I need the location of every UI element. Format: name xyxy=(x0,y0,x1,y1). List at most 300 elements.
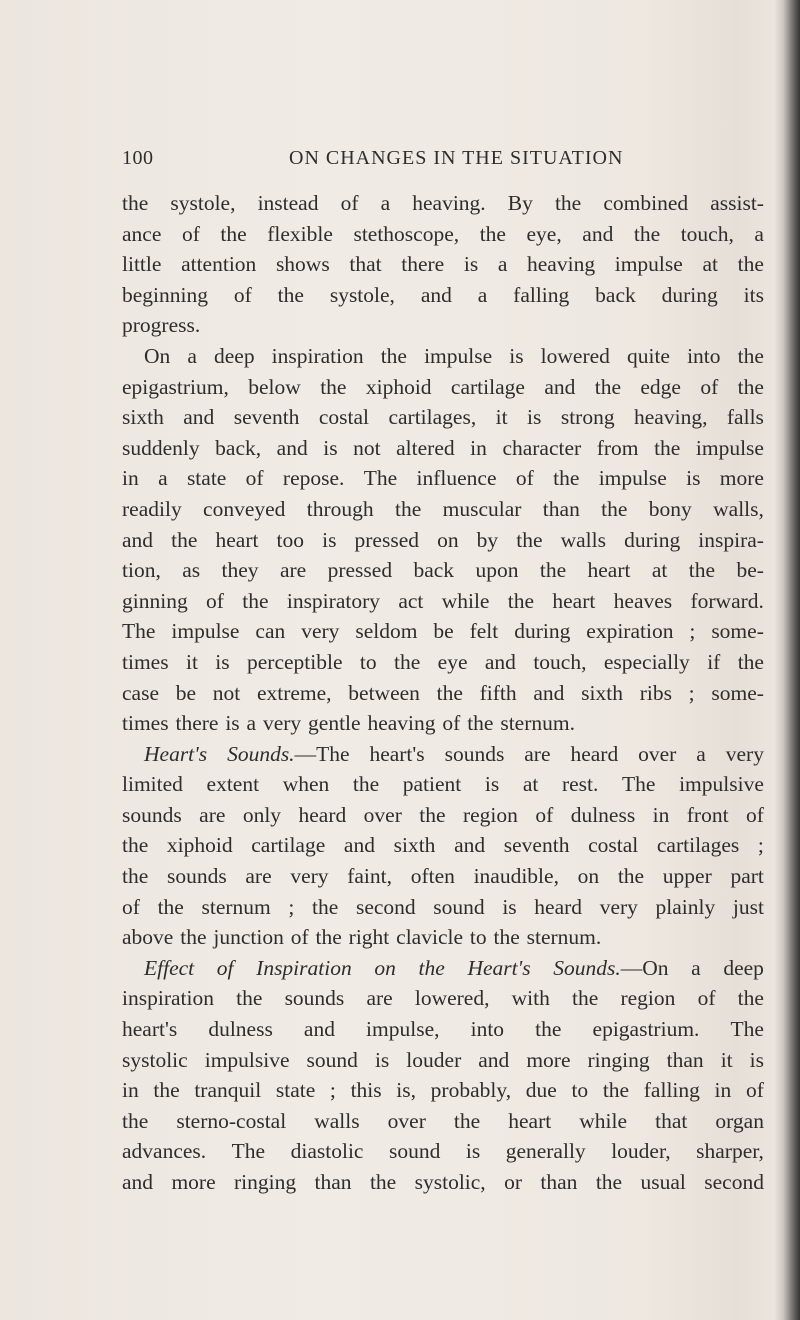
word: of xyxy=(442,711,461,736)
word: impulse xyxy=(424,343,493,368)
word: the xyxy=(688,558,716,583)
word: walls xyxy=(314,1108,360,1133)
word: the xyxy=(554,191,582,215)
word: the xyxy=(507,588,535,613)
word: the xyxy=(617,864,645,889)
word: of xyxy=(515,466,534,491)
text-line xyxy=(122,830,764,861)
word: quite xyxy=(626,343,670,368)
word: sounds xyxy=(166,864,227,889)
page-number: 100 xyxy=(122,147,154,169)
word: the xyxy=(572,986,599,1011)
text-line xyxy=(122,983,764,1014)
word: are xyxy=(279,558,307,583)
word: ; xyxy=(688,680,695,705)
word: it xyxy=(495,405,508,430)
text-line xyxy=(122,249,764,280)
word: as xyxy=(182,558,201,583)
word: the xyxy=(395,496,422,521)
word: a xyxy=(477,282,488,307)
word: of xyxy=(122,894,140,919)
word: on xyxy=(437,527,459,552)
word: and xyxy=(533,680,565,705)
word: state xyxy=(186,466,227,491)
word: sound xyxy=(433,894,485,919)
word: impulse xyxy=(171,619,240,644)
word: xiphoid xyxy=(365,374,432,399)
word: ribs xyxy=(639,680,672,705)
word: heart xyxy=(587,558,631,583)
word: combined xyxy=(603,191,689,215)
word: sound xyxy=(388,1139,441,1164)
word: the xyxy=(180,925,207,950)
word: and xyxy=(276,435,308,460)
word: it xyxy=(720,1047,733,1072)
word: by xyxy=(476,527,499,552)
word: to xyxy=(359,649,377,674)
word: bony xyxy=(648,496,692,521)
word: some- xyxy=(711,619,764,644)
word: some- xyxy=(711,680,764,705)
word: above xyxy=(122,925,174,950)
word: forward. xyxy=(690,588,764,613)
word: a xyxy=(696,741,706,766)
word: the xyxy=(122,191,149,215)
word: its xyxy=(743,282,764,307)
word: touch, xyxy=(533,649,587,674)
word: to xyxy=(571,1078,589,1103)
word: tranquil xyxy=(194,1078,262,1103)
word: Sounds.—The xyxy=(227,741,350,766)
word: sounds xyxy=(444,741,505,766)
word: sounds xyxy=(122,802,182,827)
word: seventh xyxy=(503,833,570,858)
text-line xyxy=(122,1045,764,1076)
word: inspira- xyxy=(698,527,764,552)
word: sternum. xyxy=(526,925,602,950)
word: little xyxy=(122,252,162,277)
word: especially xyxy=(603,649,690,674)
word: sternum. xyxy=(500,711,575,736)
word: back, xyxy=(215,435,262,460)
word: lowered, xyxy=(414,986,490,1011)
word: inspiration xyxy=(122,986,214,1011)
word: the xyxy=(236,986,263,1011)
word: the xyxy=(633,221,661,246)
word: diastolic xyxy=(290,1139,364,1164)
word: cartilages xyxy=(656,833,740,858)
word: impulse xyxy=(695,435,764,460)
text-line xyxy=(122,1136,764,1167)
word: cartilage xyxy=(450,374,525,399)
word: is xyxy=(322,527,337,552)
text-line xyxy=(122,1106,764,1137)
text-line xyxy=(122,953,764,984)
word: ringing xyxy=(587,1047,650,1072)
text-line xyxy=(122,1167,764,1198)
word: times xyxy=(122,711,169,736)
word: is xyxy=(502,894,517,919)
word: sounds xyxy=(284,986,345,1011)
word: very xyxy=(301,619,340,644)
word: is, xyxy=(396,1078,417,1103)
word: often xyxy=(410,864,455,889)
word: from xyxy=(596,435,639,460)
word: dulness xyxy=(570,802,636,827)
word: more xyxy=(719,466,764,491)
word: part xyxy=(730,864,764,889)
word: in xyxy=(122,1078,139,1103)
word: heart xyxy=(552,588,596,613)
word: is xyxy=(749,1047,764,1072)
word: flexible xyxy=(267,221,333,246)
word: than xyxy=(540,1170,578,1194)
word: costal xyxy=(318,405,370,430)
word: heaving. xyxy=(412,191,486,215)
word: in xyxy=(714,1078,732,1103)
word: than xyxy=(666,1047,704,1072)
word: beginning xyxy=(122,282,208,307)
word: edge xyxy=(640,374,681,399)
word: ; xyxy=(329,1078,336,1103)
word: is xyxy=(463,252,479,277)
text-line xyxy=(122,1075,764,1106)
word: at xyxy=(702,252,718,277)
word: eye xyxy=(437,649,468,674)
word: or xyxy=(504,1170,522,1194)
word: walls xyxy=(560,527,606,552)
word: xiphoid xyxy=(166,833,233,858)
word: if xyxy=(707,649,721,674)
word: back xyxy=(595,282,636,307)
word: with xyxy=(511,986,550,1011)
word: region xyxy=(620,986,676,1011)
word: Inspiration xyxy=(256,955,352,980)
word: heard xyxy=(570,741,619,766)
word: the xyxy=(737,649,764,674)
text-line xyxy=(122,861,764,892)
text-line xyxy=(122,586,764,617)
word: the xyxy=(516,527,543,552)
word: the xyxy=(602,1078,630,1103)
word: The xyxy=(122,619,156,644)
word: The xyxy=(622,772,656,797)
word: character xyxy=(502,435,582,460)
text-line xyxy=(122,402,764,433)
word: epigastrium. xyxy=(592,1017,700,1042)
word: a xyxy=(380,191,391,215)
word: epigastrium, xyxy=(122,374,229,399)
text-line xyxy=(122,310,764,341)
word: very xyxy=(262,711,302,736)
word: The xyxy=(363,466,398,491)
word: that xyxy=(349,252,382,277)
word: of xyxy=(245,466,264,491)
word: impulsive xyxy=(204,1047,290,1072)
word: is xyxy=(225,711,240,736)
word: the xyxy=(122,1108,149,1133)
word: plainly xyxy=(655,894,716,919)
word: it xyxy=(185,649,198,674)
word: between xyxy=(348,680,420,705)
text-line xyxy=(122,708,764,739)
word: the xyxy=(157,894,184,919)
word: impulse xyxy=(598,466,667,491)
word: systolic, xyxy=(414,1170,486,1194)
word: over xyxy=(638,741,677,766)
text-line xyxy=(122,616,764,647)
word: case xyxy=(122,680,159,705)
word: and xyxy=(454,833,486,858)
word: than xyxy=(542,496,580,521)
word: second xyxy=(704,1170,764,1194)
word: are xyxy=(199,802,226,827)
word: in xyxy=(652,802,670,827)
text-line xyxy=(122,739,764,770)
word: eye, xyxy=(526,221,562,246)
word: is xyxy=(465,1139,481,1164)
word: of xyxy=(216,955,234,980)
text-line xyxy=(122,892,764,923)
word: the xyxy=(595,1170,623,1194)
body-text xyxy=(122,188,764,1198)
word: and xyxy=(303,1017,335,1042)
word: the xyxy=(242,588,269,613)
word: gentle xyxy=(308,711,361,736)
word: By xyxy=(507,191,533,215)
word: at xyxy=(651,558,668,583)
word: too xyxy=(276,527,305,552)
word: heart's xyxy=(122,1017,178,1042)
text-line xyxy=(122,219,764,250)
word: the xyxy=(352,772,380,797)
word: expiration xyxy=(586,619,674,644)
word: the xyxy=(171,527,198,552)
page-header xyxy=(122,147,764,171)
word: On xyxy=(144,343,171,368)
word: impulsive xyxy=(679,772,764,797)
word: very xyxy=(290,864,329,889)
word: the xyxy=(320,374,347,399)
word: tion, xyxy=(122,558,161,583)
word: be xyxy=(175,680,197,705)
word: the xyxy=(493,925,520,950)
word: impulse, xyxy=(366,1017,440,1042)
word: sterno-costal xyxy=(176,1108,287,1133)
word: the xyxy=(315,925,342,950)
word: at xyxy=(522,772,539,797)
word: just xyxy=(732,894,764,919)
word: rest. xyxy=(561,772,599,797)
word: back xyxy=(413,558,455,583)
word: during xyxy=(661,282,718,307)
word: and xyxy=(484,649,516,674)
word: systole, xyxy=(170,191,236,215)
word: and xyxy=(544,374,576,399)
word: the xyxy=(601,496,628,521)
word: and xyxy=(183,405,215,430)
word: strong xyxy=(560,405,615,430)
word: the xyxy=(394,649,421,674)
word: falls xyxy=(726,405,764,430)
word: upper xyxy=(662,864,712,889)
word: systole, xyxy=(329,282,395,307)
word: heard xyxy=(298,802,347,827)
word: the xyxy=(535,1017,562,1042)
word: and xyxy=(122,527,154,552)
word: heaving xyxy=(527,252,596,277)
word: below xyxy=(248,374,301,399)
word: clavicle xyxy=(396,925,463,950)
word: altered xyxy=(396,435,455,460)
word: and xyxy=(343,833,375,858)
word: this xyxy=(350,1078,382,1103)
word: falling xyxy=(643,1078,700,1103)
text-line xyxy=(122,1014,764,1045)
word: when xyxy=(282,772,330,797)
word: the xyxy=(153,1078,180,1103)
word: the xyxy=(380,343,407,368)
word: can xyxy=(255,619,286,644)
word: and xyxy=(122,1170,154,1194)
word: second xyxy=(355,894,416,919)
word: inaudible, xyxy=(473,864,559,889)
page-edge-shadow xyxy=(774,0,800,1320)
word: assist- xyxy=(710,191,764,215)
text-line xyxy=(122,341,764,372)
word: louder, xyxy=(611,1139,671,1164)
word: there xyxy=(401,252,445,277)
word: over xyxy=(387,1108,426,1133)
word: sharper, xyxy=(696,1139,764,1164)
word: touch, xyxy=(680,221,734,246)
word: the xyxy=(419,802,446,827)
word: felt xyxy=(469,619,499,644)
text-line xyxy=(122,372,764,403)
word: instead xyxy=(257,191,319,215)
word: sixth xyxy=(581,680,623,705)
word: that xyxy=(655,1108,688,1133)
word: a xyxy=(158,466,168,491)
word: while xyxy=(441,588,490,613)
word: the xyxy=(418,955,445,980)
word: are xyxy=(524,741,551,766)
word: into xyxy=(470,1017,505,1042)
word: be- xyxy=(736,558,764,583)
word: than xyxy=(314,1170,352,1194)
word: faint, xyxy=(347,864,392,889)
word: probably, xyxy=(430,1078,512,1103)
word: the xyxy=(122,833,149,858)
word: falling xyxy=(513,282,570,307)
word: region xyxy=(462,802,518,827)
word: is xyxy=(484,772,500,797)
word: the xyxy=(594,374,622,399)
word: is xyxy=(509,343,524,368)
text-line xyxy=(122,678,764,709)
word: the xyxy=(654,435,681,460)
word: perceptible xyxy=(247,649,343,674)
text-line xyxy=(122,555,764,586)
word: inspiration xyxy=(271,343,364,368)
word: Heart's xyxy=(144,741,208,766)
word: during xyxy=(514,619,571,644)
word: sixth xyxy=(122,405,164,430)
word: is xyxy=(527,405,542,430)
word: cartilage xyxy=(251,833,326,858)
word: heart xyxy=(508,1108,552,1133)
word: they xyxy=(221,558,259,583)
word: upon xyxy=(475,558,519,583)
word: The xyxy=(231,1139,266,1164)
text-line xyxy=(122,494,764,525)
word: pressed xyxy=(327,558,393,583)
word: a xyxy=(754,221,764,246)
word: the xyxy=(436,680,463,705)
word: there xyxy=(175,711,219,736)
word: seventh xyxy=(233,405,300,430)
text-line xyxy=(122,769,764,800)
word: impulse xyxy=(614,252,683,277)
word: the xyxy=(369,1170,397,1194)
word: heart's xyxy=(369,741,425,766)
word: is xyxy=(215,649,230,674)
word: of xyxy=(535,802,554,827)
word: of xyxy=(745,1078,764,1103)
text-line xyxy=(122,433,764,464)
word: ringing xyxy=(234,1170,297,1194)
word: a xyxy=(187,343,197,368)
word: walls, xyxy=(713,496,764,521)
word: a xyxy=(246,711,257,736)
word: during xyxy=(624,527,681,552)
word: be xyxy=(433,619,454,644)
word: sound xyxy=(306,1047,358,1072)
word: ginning xyxy=(122,588,188,613)
word: systolic xyxy=(122,1047,188,1072)
word: right xyxy=(348,925,390,950)
word: of xyxy=(206,588,224,613)
text-line xyxy=(122,280,764,311)
word: progress. xyxy=(122,313,201,338)
word: the xyxy=(737,343,764,368)
word: extreme, xyxy=(256,680,332,705)
word: and xyxy=(582,221,614,246)
word: in xyxy=(122,466,139,491)
word: heaving xyxy=(367,711,436,736)
word: limited xyxy=(122,772,183,797)
word: ance xyxy=(122,221,162,246)
word: suddenly xyxy=(122,435,200,460)
word: influence xyxy=(416,466,497,491)
word: lowered xyxy=(540,343,610,368)
word: The xyxy=(730,1017,764,1042)
word: the xyxy=(467,711,494,736)
word: more xyxy=(171,1170,216,1194)
word: readily xyxy=(122,496,182,521)
word: organ xyxy=(715,1108,764,1133)
word: extent xyxy=(206,772,260,797)
word: of xyxy=(700,374,719,399)
word: generally xyxy=(505,1139,586,1164)
word: deep xyxy=(213,343,255,368)
text-line xyxy=(122,922,764,953)
word: is xyxy=(686,466,701,491)
word: the xyxy=(479,221,506,246)
word: Heart's xyxy=(467,955,531,980)
word: heaves xyxy=(613,588,673,613)
word: the xyxy=(220,221,247,246)
